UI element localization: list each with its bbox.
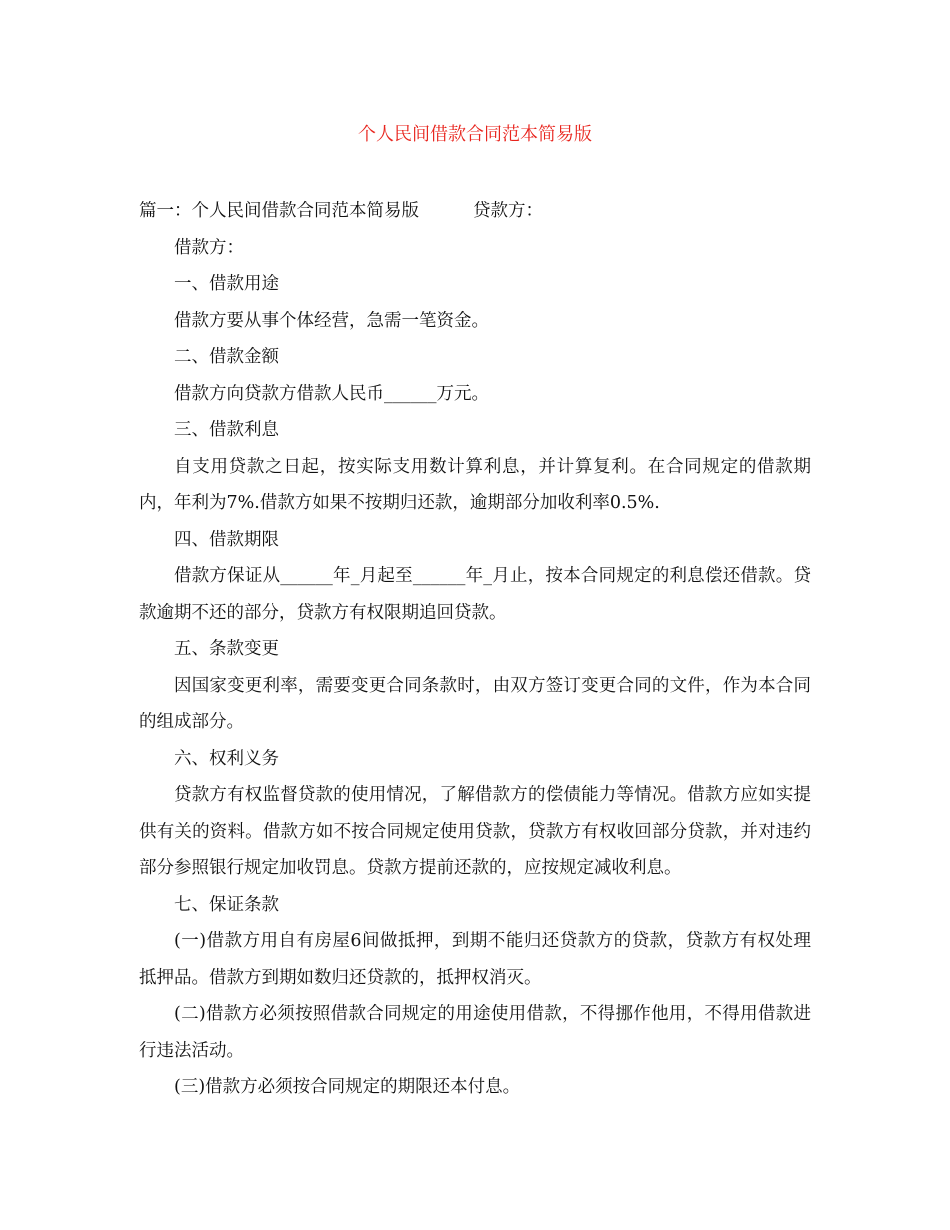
intro-line [139, 193, 811, 230]
paragraph-amount: 借款方向贷款方借款人民币______万元。 [174, 383, 489, 404]
paragraph-guarantee-2: (二)借款方必须按照借款合同规定的用途使用借款，不得挪作他用，不得用借款进行违法活动。 [139, 1004, 811, 1061]
paragraph-changes: 因国家变更利率，需要变更合同条款时，由双方签订变更合同的文件，作为本合同的组成部分。 [139, 675, 811, 732]
section-heading-guarantee: 七、保证条款 [174, 894, 279, 915]
intro-right: 贷款方： [473, 201, 543, 221]
section-heading-interest: 三、借款利息 [174, 420, 279, 440]
intro-left: 篇一：个人民间借款合同范本简易版 [139, 201, 419, 221]
section-heading-term: 四、借款期限 [174, 529, 279, 550]
section-heading-purpose: 一、借款用途 [174, 274, 279, 294]
paragraph-purpose: 借款方要从事个体经营，急需一笔资金。 [174, 310, 489, 331]
borrower-line: 借款方： [174, 237, 244, 258]
paragraph-interest: 自支用贷款之日起，按实际支用数计算利息，并计算复利。在合同规定的借款期内，年利为7%.借款方如果不按期归还款，逾期部分加收利率0.5%. [139, 456, 811, 513]
paragraph-guarantee-1: (一)借款方用自有房屋6间做抵押，到期不能归还贷款方的贷款，贷款方有权处理抵押品。借款方到期如数归还贷款的，抵押权消灭。 [139, 931, 811, 988]
section-heading-amount: 二、借款金额 [174, 347, 279, 367]
document-title: 个人民间借款合同范本简易版 [358, 124, 592, 145]
paragraph-term: 借款方保证从______年_月起至______年_月止，按本合同规定的利息偿还借款。贷款逾期不还的部分，贷款方有权限期追回贷款。 [139, 566, 811, 623]
paragraph-rights: 贷款方有权监督贷款的使用情况，了解借款方的偿债能力等情况。借款方应如实提供有关的资料。借款方如不按合同规定使用贷款，贷款方有权收回部分贷款，并对违约部分参照银行规定加收罚息。贷款方提前还款的，应按规定减收利息。 [139, 785, 811, 878]
section-heading-rights: 六、权利义务 [174, 748, 279, 769]
document-body [139, 193, 811, 1106]
section-heading-changes: 五、条款变更 [174, 639, 279, 659]
paragraph-guarantee-3: (三)借款方必须按合同规定的期限还本付息。 [174, 1077, 521, 1097]
